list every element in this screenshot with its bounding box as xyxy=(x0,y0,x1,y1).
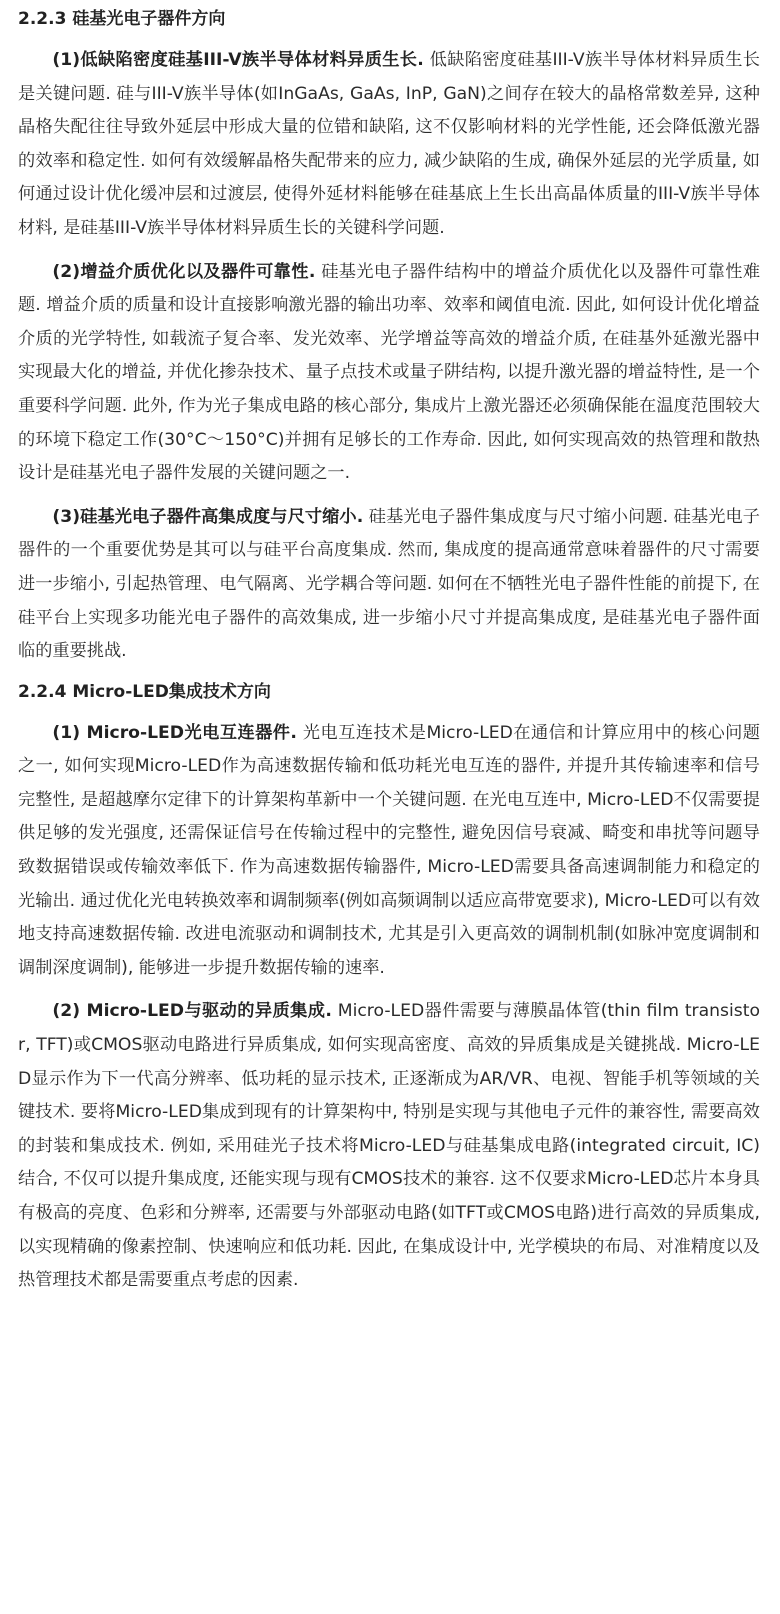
paragraph-body: 硅基光电子器件集成度与尺寸缩小问题. 硅基光电子器件的一个重要优势是其可以与硅平台高度集成. 然而, 集成度的提高通常意味着器件的尺寸需要进一步缩小, 引起热管理、电气隔离、光学耦合等问题. 如何在不牺牲光电子器件性能的前提下, 在硅平台上实现多功能光电子器件的高效集成, 进一步缩小尺寸并提高集成度, 是硅基光电子器件面临的重要挑战. xyxy=(18,506,760,662)
paragraph-body: 硅基光电子器件结构中的增益介质优化以及器件可靠性难题. 增益介质的质量和设计直接影响激光器的输出功率、效率和阈值电流. 因此, 如何设计优化增益介质的光学特性, 如载流子复合率、发光效率、光学增益等高效的增益介质, 在硅基外延激光器中实现最大化的增益, 并优化掺杂技术、量子点技术或量子阱结构, 以提升激光器的增益特性, 是一个重要科学问题. 此外, 作为光子集成电路的核心部分, 集成片上激光器还必须确保能在温度范围较大的环境下稳定工作(30°C～150°C)并拥有足够长的工作寿命. 因此, 如何实现高效的热管理和散热设计是硅基光电子器件发展的关键问题之一. xyxy=(18,261,761,484)
section-2-2-3 xyxy=(18,6,760,669)
paragraph-heterogeneous-integration xyxy=(18,995,760,1297)
paragraph-lead: (1)低缺陷密度硅基III-V族半导体材料异质生长. xyxy=(52,50,424,70)
section-heading: 2.2.3 硅基光电子器件方向 xyxy=(18,9,226,29)
paragraph-lead: (3)硅基光电子器件高集成度与尺寸缩小. xyxy=(52,506,364,527)
paragraph-optical-interconnect xyxy=(18,717,760,986)
section-heading: 2.2.4 Micro-LED集成技术方向 xyxy=(18,681,271,702)
section-2-2-4 xyxy=(18,679,760,1298)
paragraph-lead: (2) Micro-LED与驱动的异质集成. xyxy=(52,1001,332,1022)
paragraph-defect-density xyxy=(18,44,760,246)
paragraph-body: Micro-LED器件需要与薄膜晶体管(thin film transistor, TFT)或CMOS驱动电路进行异质集成, 如何实现高密度、高效的异质集成是关键挑战. Micro-LED显示作为下一代高分辨率、低功耗的显示技术, 正逐渐成为AR/VR、电视、智能手机等领域的关键技术. 要将Micro-LED集成到现有的计算架构中, 特别是实现与其他电子元件的兼容性, 需要高效的封装和集成技术. 例如, 采用硅光子技术将Micro-LED与硅基集成电路(integrated circuit, IC)结合, 不仅可以提升集成度, 还能实现与现有CMOS技术的兼容. 这不仅要求Micro-LED芯片本身具有极高的亮度、色彩和分辨率, 还需要与外部驱动电路(如TFT或CMOS电路)进行高效的异质集成, 以实现精确的像素控制、快速响应和低功耗. 因此, 在集成设计中, 光学模块的布局、对准精度以及热管理技术都是需要重点考虑的因素. xyxy=(18,1001,760,1291)
paragraph-lead: (1) Micro-LED光电互连器件. xyxy=(52,722,297,743)
paragraph-body: 低缺陷密度硅基III-V族半导体材料异质生长是关键问题. 硅与III-V族半导体(如InGaAs, GaAs, InP, GaN)之间存在较大的晶格常数差异, 这种晶格失配往往导致外延层中形成大量的位错和缺陷, 这不仅影响材料的光学性能, 还会降低激光器的效率和稳定性. 如何有效缓解晶格失配带来的应力, 减少缺陷的生成, 确保外延层的光学质量, 如何通过设计优化缓冲层和过渡层, 使得外延材料能够在硅基底上生长出高晶体质量的III-V族半导体材料, 是硅基III-V族半导体材料异质生长的关键科学问题. xyxy=(18,50,760,238)
paragraph-integration xyxy=(18,501,760,669)
paragraph-gain-medium xyxy=(18,256,760,491)
paragraph-lead: (2)增益介质优化以及器件可靠性. xyxy=(52,261,316,282)
paragraph-body: 光电互连技术是Micro-LED在通信和计算应用中的核心问题之一, 如何实现Micro-LED作为高速数据传输和低功耗光电互连的器件, 并提升其传输速率和信号完整性, 是超越摩尔定律下的计算架构革新中一个关键问题. 在光电互连中, Micro-LED不仅需要提供足够的发光强度, 还需保证信号在传输过程中的完整性, 避免因信号衰减、畸变和串扰等问题导致数据错误或传输效率低下. 作为高速数据传输器件, Micro-LED需要具备高速调制能力和稳定的光输出. 通过优化光电转换效率和调制频率(例如高频调制以适应高带宽要求), Micro-LED可以有效地支持高速数据传输. 改进电流驱动和调制技术, 尤其是引入更高效的调制机制(如脉冲宽度调制和调制深度调制), 能够进一步提升数据传输的速率. xyxy=(18,722,760,978)
